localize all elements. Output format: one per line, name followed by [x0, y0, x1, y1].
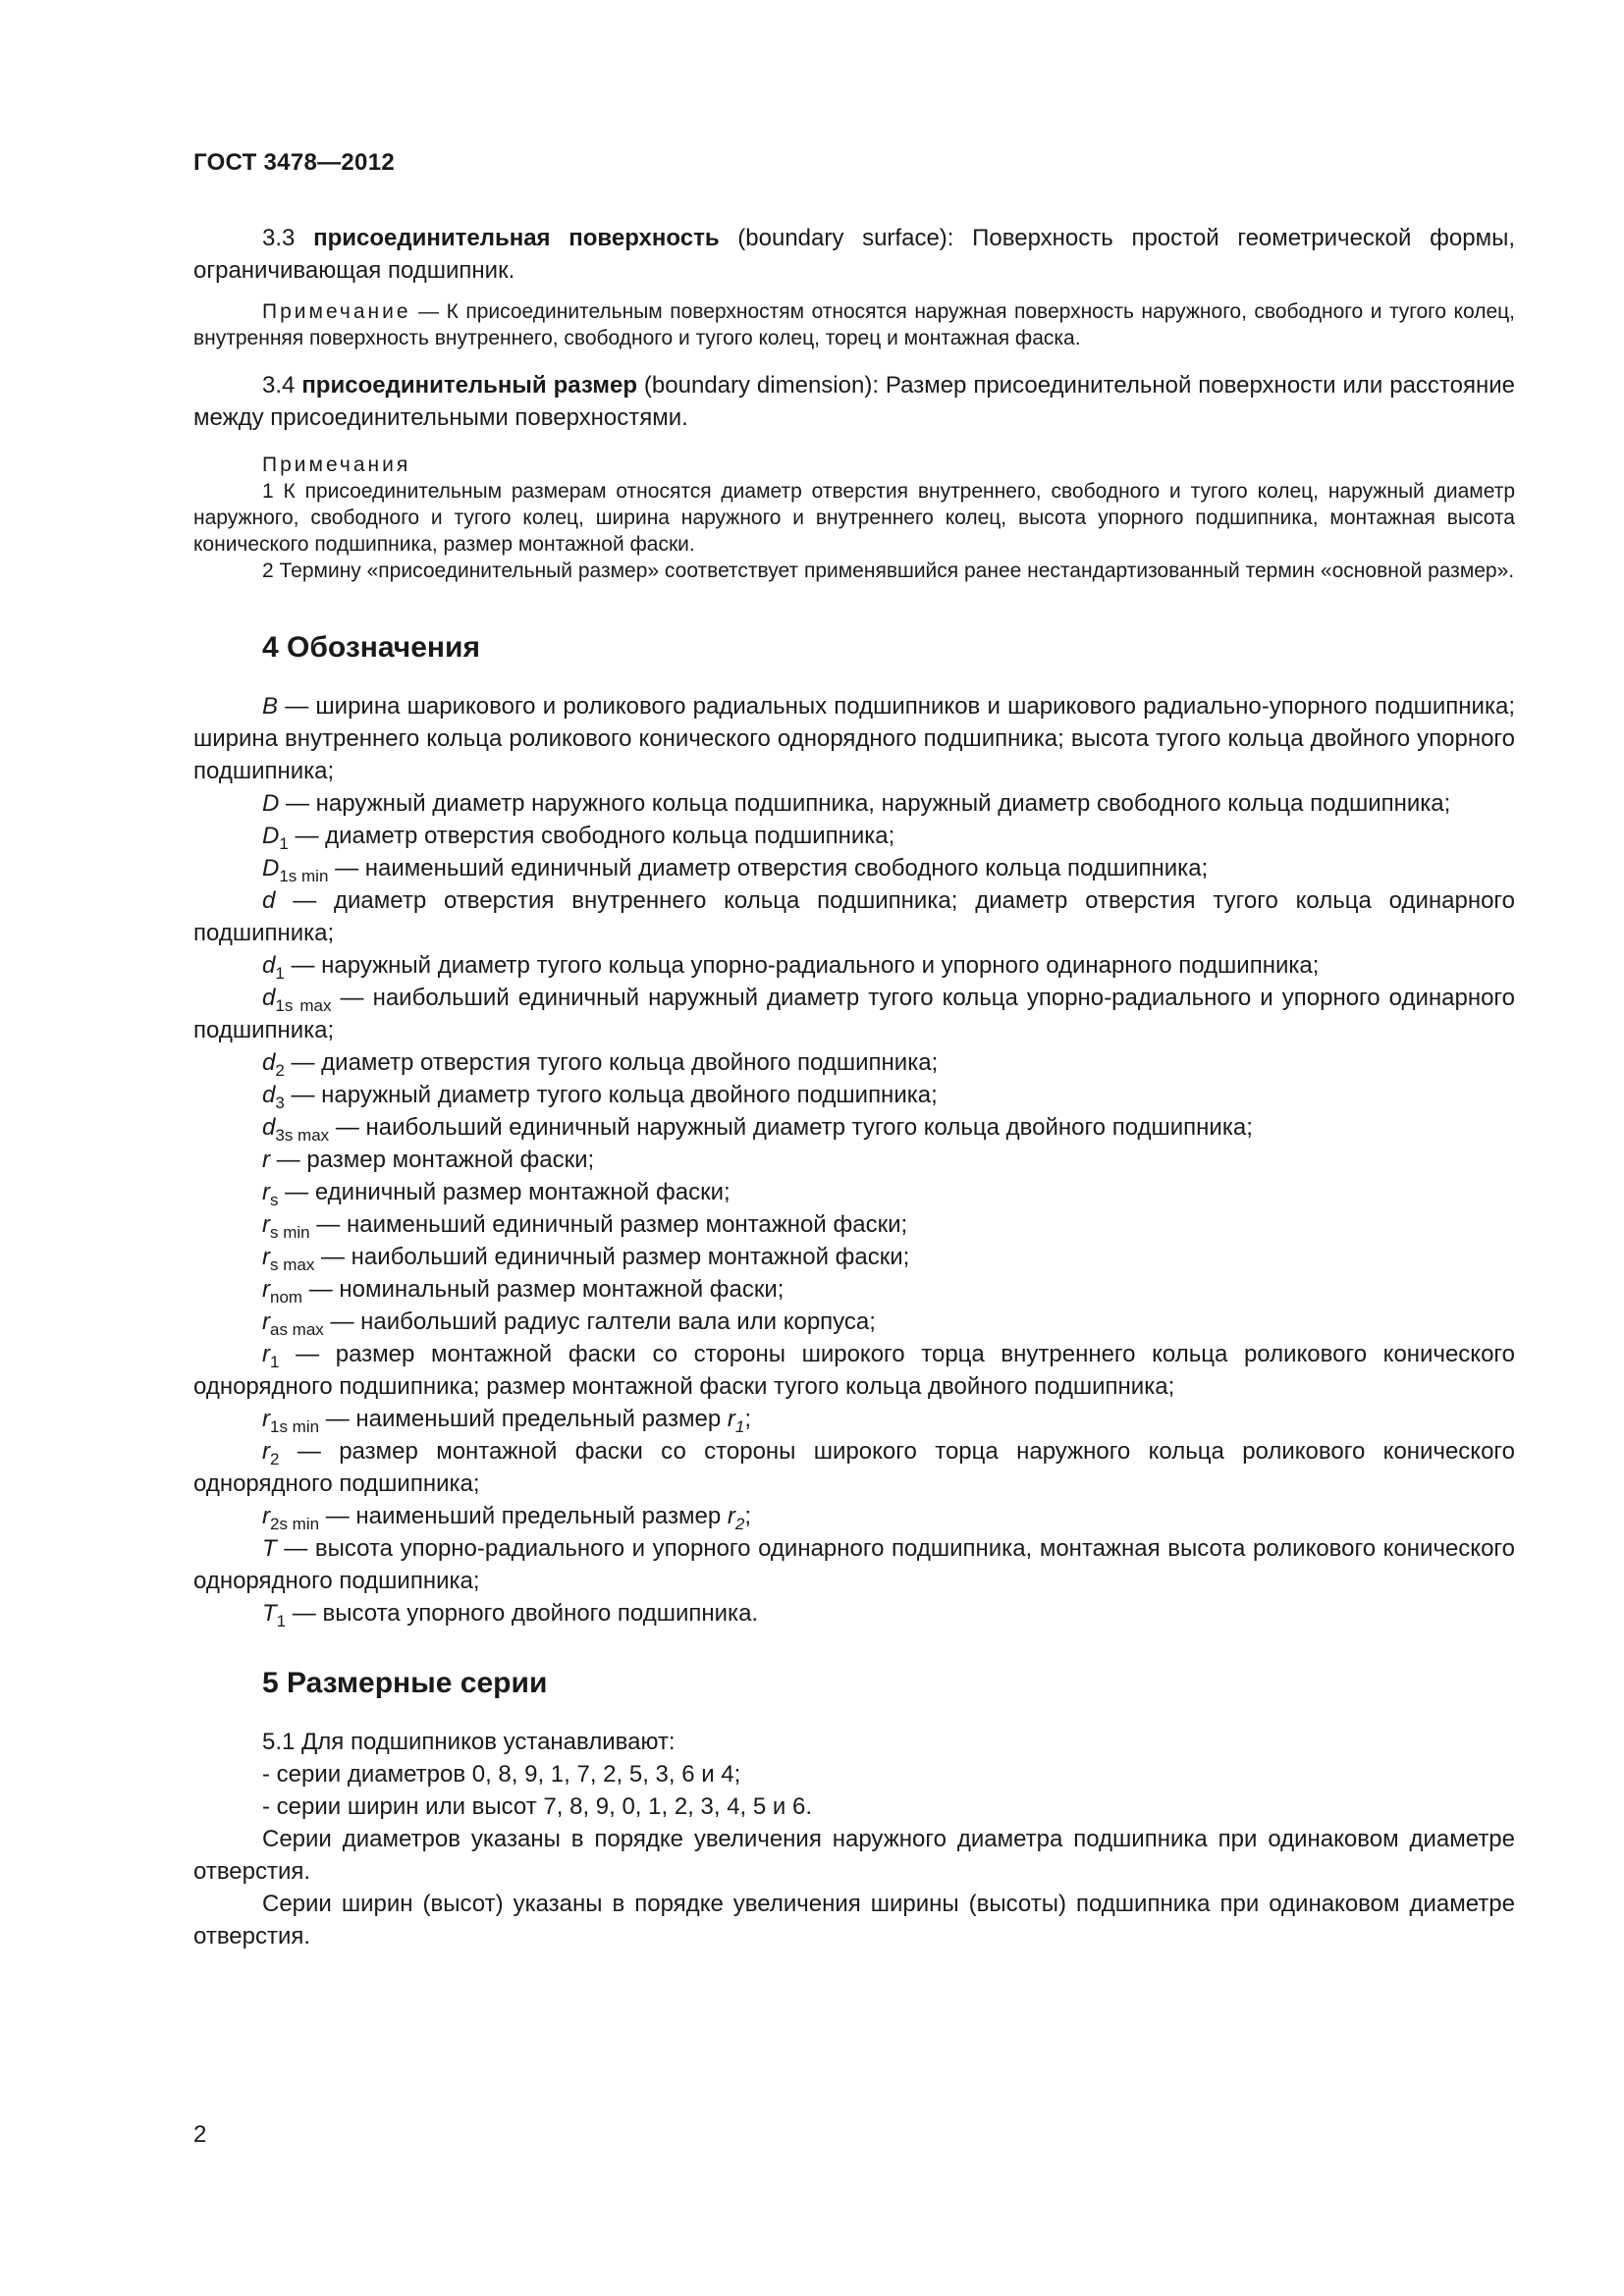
note-text: — К присоединительным поверхностям относятся наружная поверхность наружного, свободного и тугого колец, внутренняя поверхность внутреннего, свободного и тугого колец, торец и монтажная фаска. — [193, 300, 1515, 349]
symbol-description: — диаметр отверстия свободного кольца подшипника; — [288, 823, 895, 849]
symbol-definition — [193, 982, 1515, 1046]
symbol-subscript: 1s min — [270, 1417, 320, 1436]
page-number: 2 — [193, 2121, 207, 2148]
symbol-definition — [193, 1111, 1515, 1144]
section-5-heading: 5 Размерные серии — [262, 1667, 548, 1699]
symbol-definition — [193, 1338, 1515, 1403]
symbol: r — [262, 1276, 270, 1303]
symbol-definition — [193, 1241, 1515, 1273]
symbol-subscript: s max — [270, 1255, 315, 1274]
symbol-description: — наибольший единичный размер монтажной фаски; — [314, 1244, 910, 1270]
symbol-description: — диаметр отверстия внутреннего кольца подшипника; диаметр отверстия тугого кольца одинарного подшипника; — [193, 887, 1515, 946]
width-series-paragraph: Серии ширин (высот) указаны в порядке увеличения ширины (высоты) подшипника при одинаковом диаметре отверстия. — [193, 1891, 1515, 1949]
symbol-description: — единичный размер монтажной фаски; — [278, 1179, 731, 1205]
symbol-definition — [193, 949, 1515, 982]
symbol-description: — диаметр отверстия тугого кольца двойного подшипника; — [284, 1049, 939, 1076]
symbol-definition — [193, 1208, 1515, 1241]
symbol: d — [262, 1114, 276, 1141]
symbol: D — [262, 823, 280, 849]
symbol-description: — размер монтажной фаски; — [270, 1147, 595, 1173]
section-4-heading: 4 Обозначения — [262, 631, 480, 664]
symbol-description: — наибольший радиус галтели вала или корпуса; — [323, 1308, 876, 1335]
referenced-symbol: r — [727, 1406, 735, 1432]
symbols-list — [193, 690, 1515, 1629]
clause-5-1: 5.1 Для подшипников устанавливают: — [262, 1729, 676, 1755]
symbol: d — [262, 952, 276, 979]
symbol: r — [262, 1211, 270, 1238]
definition-3-4 — [193, 369, 1515, 434]
symbol: r — [262, 1406, 270, 1432]
symbol-definition — [193, 1273, 1515, 1306]
symbol: T — [262, 1600, 277, 1627]
term: присоединительная поверхность — [313, 225, 720, 251]
symbol: d — [262, 887, 276, 914]
symbol: r — [262, 1244, 270, 1270]
symbol-subscript: nom — [270, 1288, 303, 1307]
symbol-definition — [193, 1079, 1515, 1111]
symbol-subscript: 3s max — [275, 1126, 330, 1145]
symbol: D — [262, 790, 280, 817]
symbol-definition — [193, 1306, 1515, 1338]
symbol-definition — [193, 1500, 1515, 1532]
symbol-description: — наименьший единичный размер монтажной фаски; — [309, 1211, 908, 1238]
note-1: 1 К присоединительным размерам относятся диаметр отверстия внутреннего, свободного и тугого колец, наружный диаметр наружного, свободного и тугого колец, ширина наружного и внутреннего колец, высота упорного подшипника, монтажная высота конического подшипника, размер монтажной фаски. — [193, 480, 1515, 556]
symbol-subscript: 3 — [275, 1094, 285, 1112]
symbol-subscript: s — [270, 1191, 279, 1209]
page-content — [193, 222, 1515, 1952]
symbol-definition — [193, 1532, 1515, 1597]
symbol-description: — размер монтажной фаски со стороны широкого торца внутреннего кольца роликового конического однорядного подшипника; размер монтажной фаски тугого кольца двойного подшипника; — [193, 1341, 1515, 1400]
symbol-description: — наружный диаметр тугого кольца двойного подшипника; — [284, 1082, 938, 1108]
notes-label: Примечания — [262, 454, 411, 476]
symbol-definition — [193, 1046, 1515, 1079]
symbol-description: — наружный диаметр тугого кольца упорно-радиального и упорного одинарного подшипника; — [284, 952, 1320, 979]
symbol-description: — наибольший единичный наружный диаметр тугого кольца двойного подшипника; — [329, 1114, 1253, 1141]
symbol-subscript: 2s min — [270, 1515, 320, 1533]
symbol-description: — высота упорного двойного подшипника. — [286, 1600, 759, 1627]
symbol-description: — наименьший предельный размер — [319, 1503, 728, 1529]
symbol-description: — наибольший единичный наружный диаметр тугого кольца упорно-радиального и упорного одинарного подшипника; — [193, 985, 1515, 1043]
referenced-symbol-subscript: 1 — [734, 1417, 745, 1436]
symbol-subscript: 2 — [270, 1450, 280, 1468]
symbol-definition — [193, 690, 1515, 787]
symbol-definition — [193, 852, 1515, 884]
symbol-subscript: s min — [270, 1223, 310, 1242]
symbol: r — [262, 1179, 270, 1205]
symbol: r — [262, 1341, 270, 1367]
symbol: r — [262, 1438, 270, 1465]
symbol-subscript: 1 — [270, 1353, 280, 1371]
symbol-subscript: as max — [270, 1320, 324, 1339]
symbol-description: — наружный диаметр наружного кольца подшипника, наружный диаметр свободного кольца подшипника; — [279, 790, 1451, 817]
document-header: ГОСТ 3478—2012 — [193, 149, 396, 176]
symbol-definition — [193, 1176, 1515, 1208]
symbol-description: — номинальный размер монтажной фаски; — [302, 1276, 785, 1303]
symbol: T — [262, 1535, 277, 1562]
symbol: D — [262, 855, 280, 881]
symbol-subscript: 1 — [275, 964, 285, 983]
referenced-symbol: r — [727, 1503, 735, 1529]
symbol-description: — наименьший предельный размер — [319, 1406, 728, 1432]
definition-text: (boundary surface): Поверхность простой геометрической формы, ограничивающая подшипник. — [193, 225, 1516, 284]
symbol-definition — [193, 1403, 1515, 1435]
diameter-series-paragraph: Серии диаметров указаны в порядке увеличения наружного диаметра подшипника при одинаковом диаметре отверстия. — [193, 1826, 1515, 1885]
symbol: d — [262, 1049, 276, 1076]
symbol: B — [262, 693, 279, 720]
symbol-definition — [193, 1597, 1515, 1629]
symbol-definition — [193, 787, 1515, 820]
symbol-description: — размер монтажной фаски со стороны широкого торца наружного кольца роликового конического однорядного подшипника; — [193, 1438, 1515, 1497]
symbol: r — [262, 1147, 270, 1173]
symbol-description: — наименьший единичный диаметр отверстия свободного кольца подшипника; — [328, 855, 1209, 881]
symbol: r — [262, 1308, 270, 1335]
symbol: d — [262, 985, 276, 1011]
symbol-subscript: 1 — [276, 1612, 287, 1630]
symbol-subscript: 1 — [279, 834, 289, 853]
note-label: Примечание — [262, 300, 411, 323]
list-item: - серии ширин или высот 7, 8, 9, 0, 1, 2, 3, 4, 5 и 6. — [262, 1793, 812, 1820]
term: присоединительный размер — [301, 372, 637, 399]
punctuation: ; — [744, 1503, 751, 1529]
symbol-definition — [193, 1435, 1515, 1500]
note-2: 2 Термину «присоединительный размер» соответствует применявшийся ранее нестандартизованный термин «основной размер». — [262, 560, 1515, 582]
symbol-definition — [193, 884, 1515, 949]
symbol-subscript: 1s min — [279, 867, 329, 885]
definition-3-3 — [193, 222, 1515, 287]
symbol-subscript: 1s max — [275, 996, 332, 1015]
referenced-symbol-subscript: 2 — [734, 1515, 745, 1533]
clause-number: 3.4 — [262, 372, 296, 399]
symbol: r — [262, 1503, 270, 1529]
clause-number: 3.3 — [262, 225, 296, 251]
symbol-definition — [193, 820, 1515, 852]
list-item: - серии диаметров 0, 8, 9, 1, 7, 2, 5, 3, 6 и 4; — [262, 1761, 741, 1788]
symbol-subscript: 2 — [275, 1061, 285, 1080]
symbol-definition — [193, 1144, 1515, 1176]
symbol-description: — высота упорно-радиального и упорного одинарного подшипника, монтажная высота роликового конического однорядного подшипника; — [193, 1535, 1515, 1594]
symbol: d — [262, 1082, 276, 1108]
symbol-description: — ширина шарикового и роликового радиальных подшипников и шарикового радиально-упорного подшипника; ширина внутреннего кольца роликового конического однорядного подшипника; высота тугого кольца двойного упорного подшипника; — [193, 693, 1515, 784]
definition-text: (boundary dimension): Размер присоединительной поверхности или расстояние между присоединительными поверхностями. — [193, 372, 1516, 431]
punctuation: ; — [744, 1406, 751, 1432]
note-3-3 — [193, 298, 1515, 351]
